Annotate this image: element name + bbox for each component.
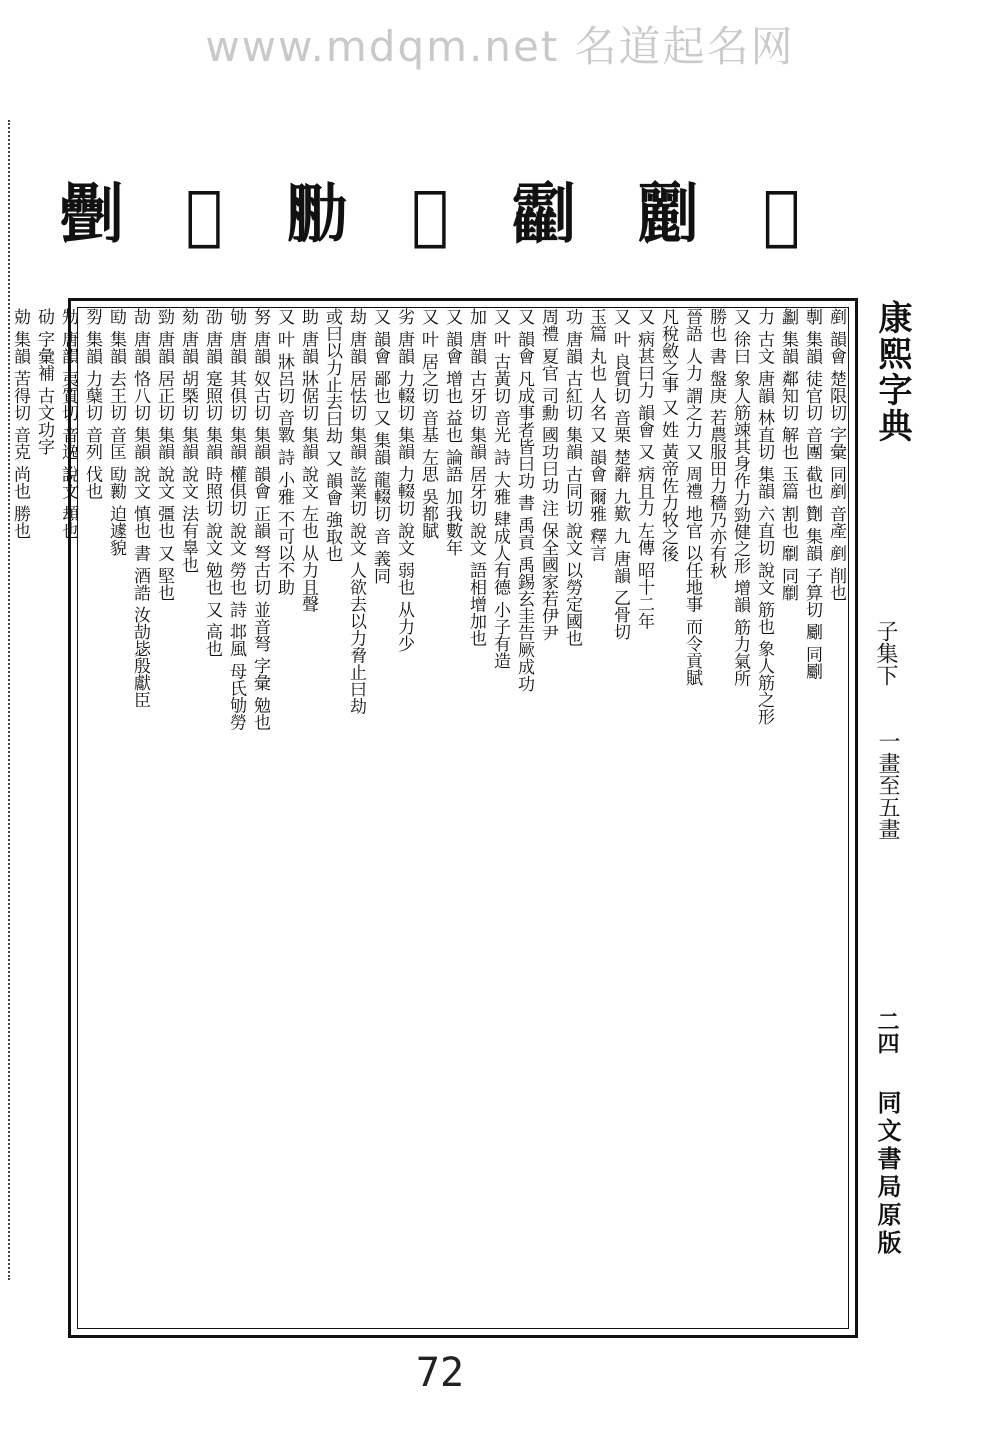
text-column: 劣 唐韻 力輟切 集韻 力輟切 說文 弱也 从力少 bbox=[394, 308, 414, 652]
text-column: 勁 唐韻 居正切 集韻 說文 彊也 又 堅也 bbox=[154, 308, 174, 601]
seal-glyph: 𠡮 bbox=[285, 176, 348, 253]
text-column: 又 韻會 鄙也 又 集韻 龍輟切 音 義同 bbox=[370, 308, 390, 584]
text-column: 又 叶 牀呂切 音斁 詩 小雅 不可以不助 bbox=[274, 308, 294, 596]
text-column: 劬 唐韻 其俱切 集韻 權俱切 說文 勞也 詩 邶風 母氏劬勞 bbox=[226, 308, 246, 731]
text-column: 助 唐韻 牀倨切 集韻 說文 左也 从力且聲 bbox=[298, 308, 318, 613]
text-column: 勝也 書 盤庚 若農服田力穡乃亦有秋 bbox=[706, 308, 726, 580]
text-column: 劭 唐韻 寔照切 集韻 時照切 說文 勉也 又 高也 bbox=[202, 308, 222, 658]
text-column: 又 徐曰 象人筋竦其身作力勁健之形 增韻 筋力氣所 bbox=[730, 308, 750, 687]
text-column: 加 唐韻 古牙切 集韻 居牙切 說文 語相增加也 bbox=[466, 308, 486, 647]
seal-glyph: 𠡆 bbox=[411, 176, 449, 253]
seal-script-row bbox=[60, 170, 800, 260]
text-column: 又 叶 良質切 音栗 楚辭 九歎 九 唐韻 乙骨切 bbox=[610, 308, 630, 641]
text-column: 功 唐韻 古紅切 集韻 古同切 說文 以勞定國也 bbox=[562, 308, 582, 647]
text-column: 劮 唐韻 夷質切 音逸 說文 䪺也 bbox=[58, 308, 78, 540]
page-frame bbox=[10, 298, 858, 1338]
site-watermark: www.mdqm.net 名道起名网 bbox=[205, 22, 795, 71]
text-column: 周禮 夏官 司勳 國功曰功 注 保全國家若伊尹 bbox=[538, 308, 558, 642]
text-column: 剸 集韻 徒官切 音團 截也 劗 集韻 子算切 劚 同劚 bbox=[802, 308, 822, 680]
publisher-label: 同文書局原版 bbox=[873, 1090, 902, 1258]
text-column: 劼 唐韻 恪八切 集韻 說文 慎也 書 酒誥 汝劼毖殷獻臣 bbox=[130, 308, 150, 709]
text-column: 又 叶 古黃切 音光 詩 大雅 肆成人有德 小子有造 bbox=[490, 308, 510, 669]
text-column: 晉語 人力 謂之力 又 周禮 地官 以任地事 而令貢賦 bbox=[682, 308, 702, 686]
text-column: 劾 唐韻 胡槩切 集韻 說文 法有辠也 bbox=[178, 308, 198, 574]
seal-glyph: 𠠴 bbox=[185, 176, 223, 253]
section-label: 子集下 bbox=[873, 620, 898, 686]
text-column: 剷 韻會 楚限切 字彙 同剷 音產 剷 削也 bbox=[826, 308, 846, 601]
text-column: 又 叶 居之切 音基 左思 吳都賦 bbox=[418, 308, 438, 540]
text-column: 劙 集韻 鄰知切 解也 玉篇 割也 劘 同劘 bbox=[778, 308, 798, 601]
text-column: 或曰以力止去曰劫 又 韻會 強取也 bbox=[322, 308, 342, 563]
page-frame-inner bbox=[10, 307, 849, 1329]
seal-glyph: 𠠯 bbox=[60, 176, 123, 253]
text-column: 力 古文 唐韻 林直切 集韻 六直切 說文 筋也 象人筋之形 bbox=[754, 308, 774, 726]
text-column: 又 韻會 凡成事者皆曰功 書 禹貢 禹錫玄圭告厥成功 bbox=[514, 308, 534, 693]
text-column: 劯 字彙補 古文功字 bbox=[34, 308, 54, 455]
text-column: 玉篇 丸也 人名 又 韻會 爾雅 釋言 bbox=[586, 308, 606, 562]
page-number: 72 bbox=[415, 1350, 465, 1396]
text-column: 凡稅斂之事 又 姓 黃帝佐力牧之後 bbox=[658, 308, 678, 563]
text-column: 努 唐韻 奴古切 集韻 韻會 正韻 弩古切 並音弩 字彙 勉也 bbox=[250, 308, 270, 731]
seal-glyph: 𠠰 bbox=[511, 176, 574, 253]
book-title: 康熙字典 bbox=[872, 300, 912, 444]
text-column: 又 病甚曰力 韻會 又 病且力 左傳 昭十二年 bbox=[634, 308, 654, 630]
page-cn-number: 二四 bbox=[874, 1010, 900, 1054]
text-columns bbox=[10, 308, 848, 1328]
text-column: 劫 唐韻 居怯切 集韻 訖業切 說文 人欲去以力脅止曰劫 bbox=[346, 308, 366, 715]
text-column: 劽 集韻 力蘖切 音列 伐也 bbox=[82, 308, 102, 500]
seal-glyph: 𠠫 bbox=[637, 176, 700, 253]
text-column: 勀 集韻 苦得切 音克 尚也 勝也 bbox=[10, 308, 30, 540]
seal-glyph: 𠡠 bbox=[762, 176, 800, 253]
text-column: 又 韻會 增也 益也 論語 加我數年 bbox=[442, 308, 462, 557]
text-column: 劻 集韻 去王切 音匡 劻勷 迫遽貌 bbox=[106, 308, 126, 557]
stroke-range: 一畫至五畫 bbox=[875, 730, 900, 840]
